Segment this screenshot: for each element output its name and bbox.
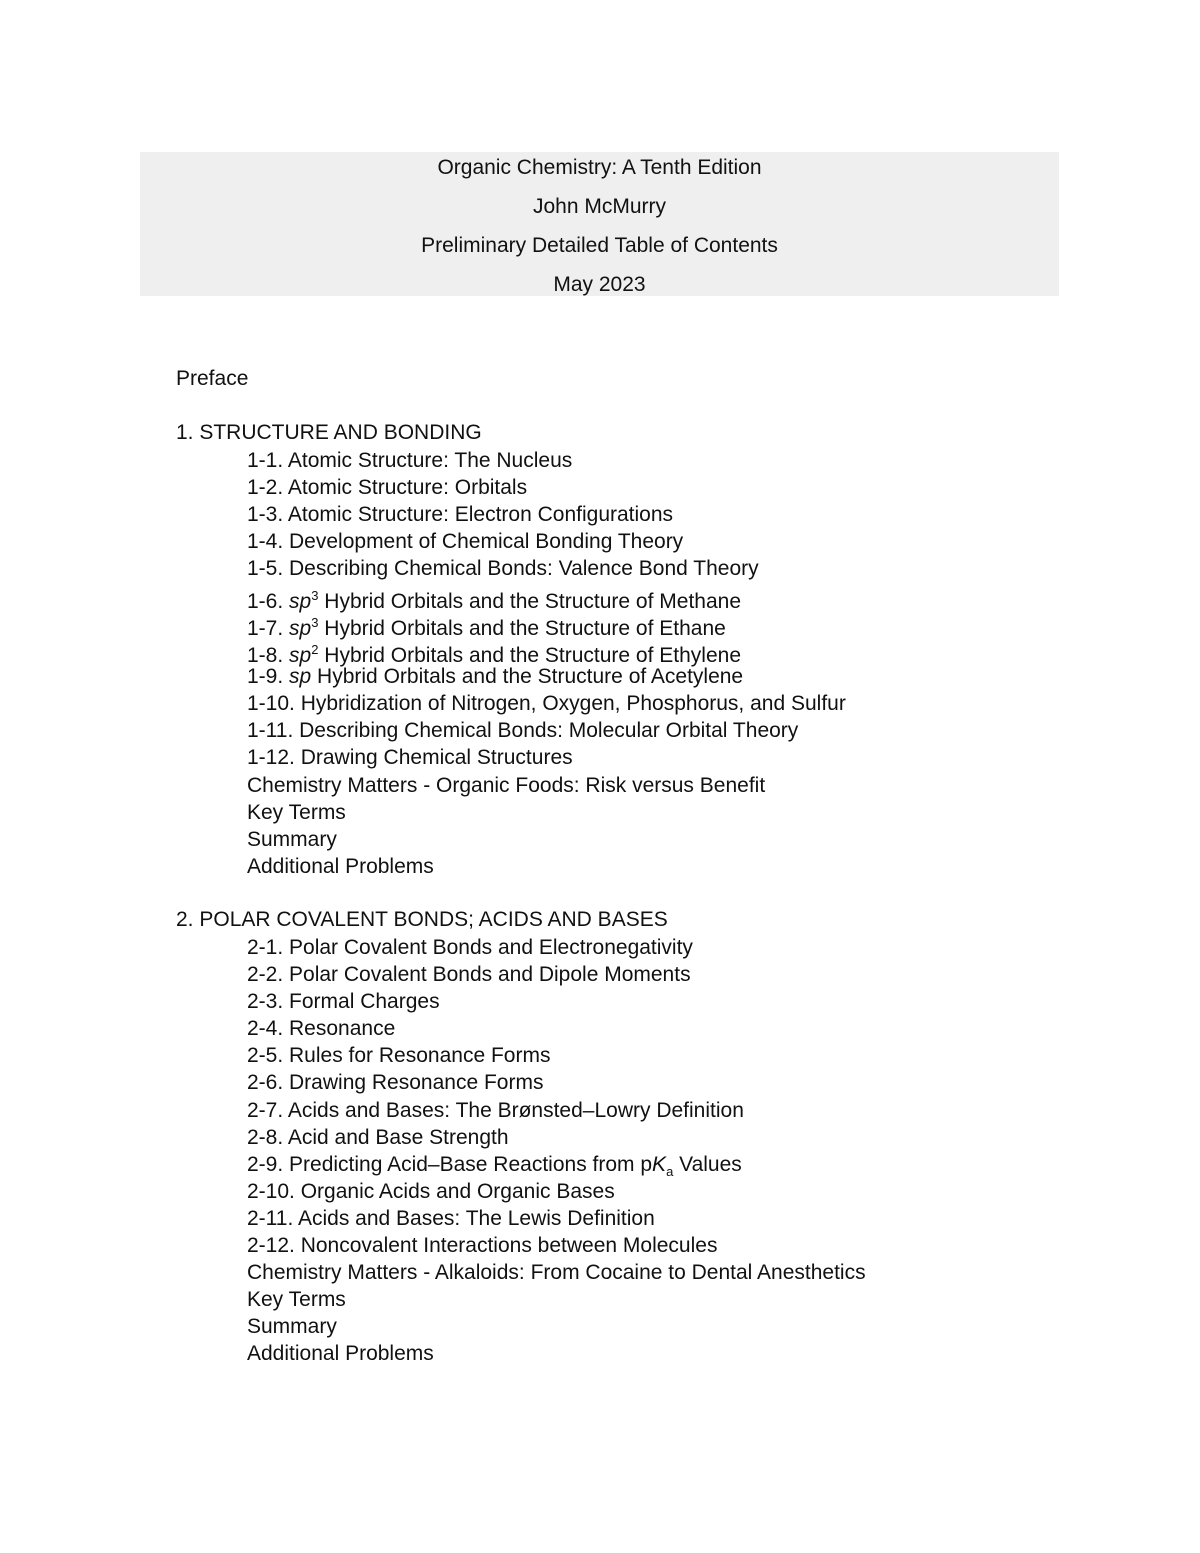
chapter-2-heading: 2. POLAR COVALENT BONDS; ACIDS AND BASES (176, 908, 668, 931)
toc-entry: 2-12. Noncovalent Interactions between Molecules (247, 1234, 718, 1257)
section-text: Hybrid Orbitals and the Structure of Ethane (318, 617, 726, 640)
toc-entry: Key Terms (247, 801, 346, 824)
superscript: 3 (311, 615, 319, 630)
section-number: 1-7. (247, 617, 290, 640)
toc-entry: 2-8. Acid and Base Strength (247, 1126, 509, 1149)
toc-entry: 1-1. Atomic Structure: The Nucleus (247, 449, 573, 472)
book-title: Organic Chemistry: A Tenth Edition (437, 156, 762, 179)
toc-entry: 2-5. Rules for Resonance Forms (247, 1044, 551, 1067)
section-number: 1-9. (247, 665, 290, 688)
section-text: Hybrid Orbitals and the Structure of Methane (318, 590, 741, 613)
hybrid-label: sp (289, 665, 312, 688)
section-number: 1-6. (247, 590, 290, 613)
toc-entry: 2-4. Resonance (247, 1017, 396, 1040)
toc-entry: Chemistry Matters - Alkaloids: From Cocaine to Dental Anesthetics (247, 1261, 866, 1284)
toc-entry: 1-4. Development of Chemical Bonding Theory (247, 530, 684, 553)
toc-entry: 2-6. Drawing Resonance Forms (247, 1071, 544, 1094)
section-text: 2-9. Predicting Acid–Base Reactions from p (247, 1153, 653, 1176)
toc-entry: Chemistry Matters - Organic Foods: Risk versus Benefit (247, 774, 766, 797)
toc-entry: Additional Problems (247, 1342, 434, 1365)
toc-entry: Additional Problems (247, 855, 434, 878)
toc-entry: Summary (247, 1315, 337, 1338)
toc-entry: 2-11. Acids and Bases: The Lewis Definition (247, 1207, 655, 1230)
toc-entry: 2-3. Formal Charges (247, 990, 440, 1013)
section-text: Values (673, 1153, 742, 1176)
toc-entry: 1-10. Hybridization of Nitrogen, Oxygen, Phosphorus, and Sulfur (247, 692, 846, 715)
superscript: 2 (311, 642, 319, 657)
hybrid-label: sp (289, 617, 312, 640)
section-text: Hybrid Orbitals and the Structure of Ethylene (318, 644, 741, 667)
chapter-1-heading: 1. STRUCTURE AND BONDING (176, 421, 482, 444)
hybrid-label: sp (289, 590, 312, 613)
toc-entry: 2-7. Acids and Bases: The Brønsted–Lowry Definition (247, 1099, 744, 1122)
author-name: John McMurry (532, 195, 667, 218)
toc-entry: 2-2. Polar Covalent Bonds and Dipole Moments (247, 963, 691, 986)
section-text: Hybrid Orbitals and the Structure of Acetylene (311, 665, 744, 688)
toc-entry: 2-10. Organic Acids and Organic Bases (247, 1180, 615, 1203)
document-date: May 2023 (553, 273, 646, 296)
toc-entry: 1-11. Describing Chemical Bonds: Molecular Orbital Theory (247, 719, 799, 742)
toc-entry: Key Terms (247, 1288, 346, 1311)
subscript: a (666, 1164, 674, 1180)
toc-entry: Summary (247, 828, 337, 851)
document-subtitle: Preliminary Detailed Table of Contents (421, 234, 778, 257)
toc-entry: 1-12. Drawing Chemical Structures (247, 746, 573, 769)
constant-symbol: K (652, 1153, 667, 1176)
toc-entry (247, 664, 743, 690)
toc-entry: 1-2. Atomic Structure: Orbitals (247, 476, 528, 499)
section-number: 1-8. (247, 644, 290, 667)
hybrid-label: sp (289, 644, 312, 667)
title-block (140, 152, 1059, 296)
toc-entry: 2-1. Polar Covalent Bonds and Electronegativity (247, 936, 693, 959)
superscript: 3 (311, 588, 319, 603)
toc-entry: 1-5. Describing Chemical Bonds: Valence Bond Theory (247, 557, 759, 580)
toc-preface: Preface (176, 367, 249, 390)
toc-entry: 1-3. Atomic Structure: Electron Configurations (247, 503, 674, 526)
